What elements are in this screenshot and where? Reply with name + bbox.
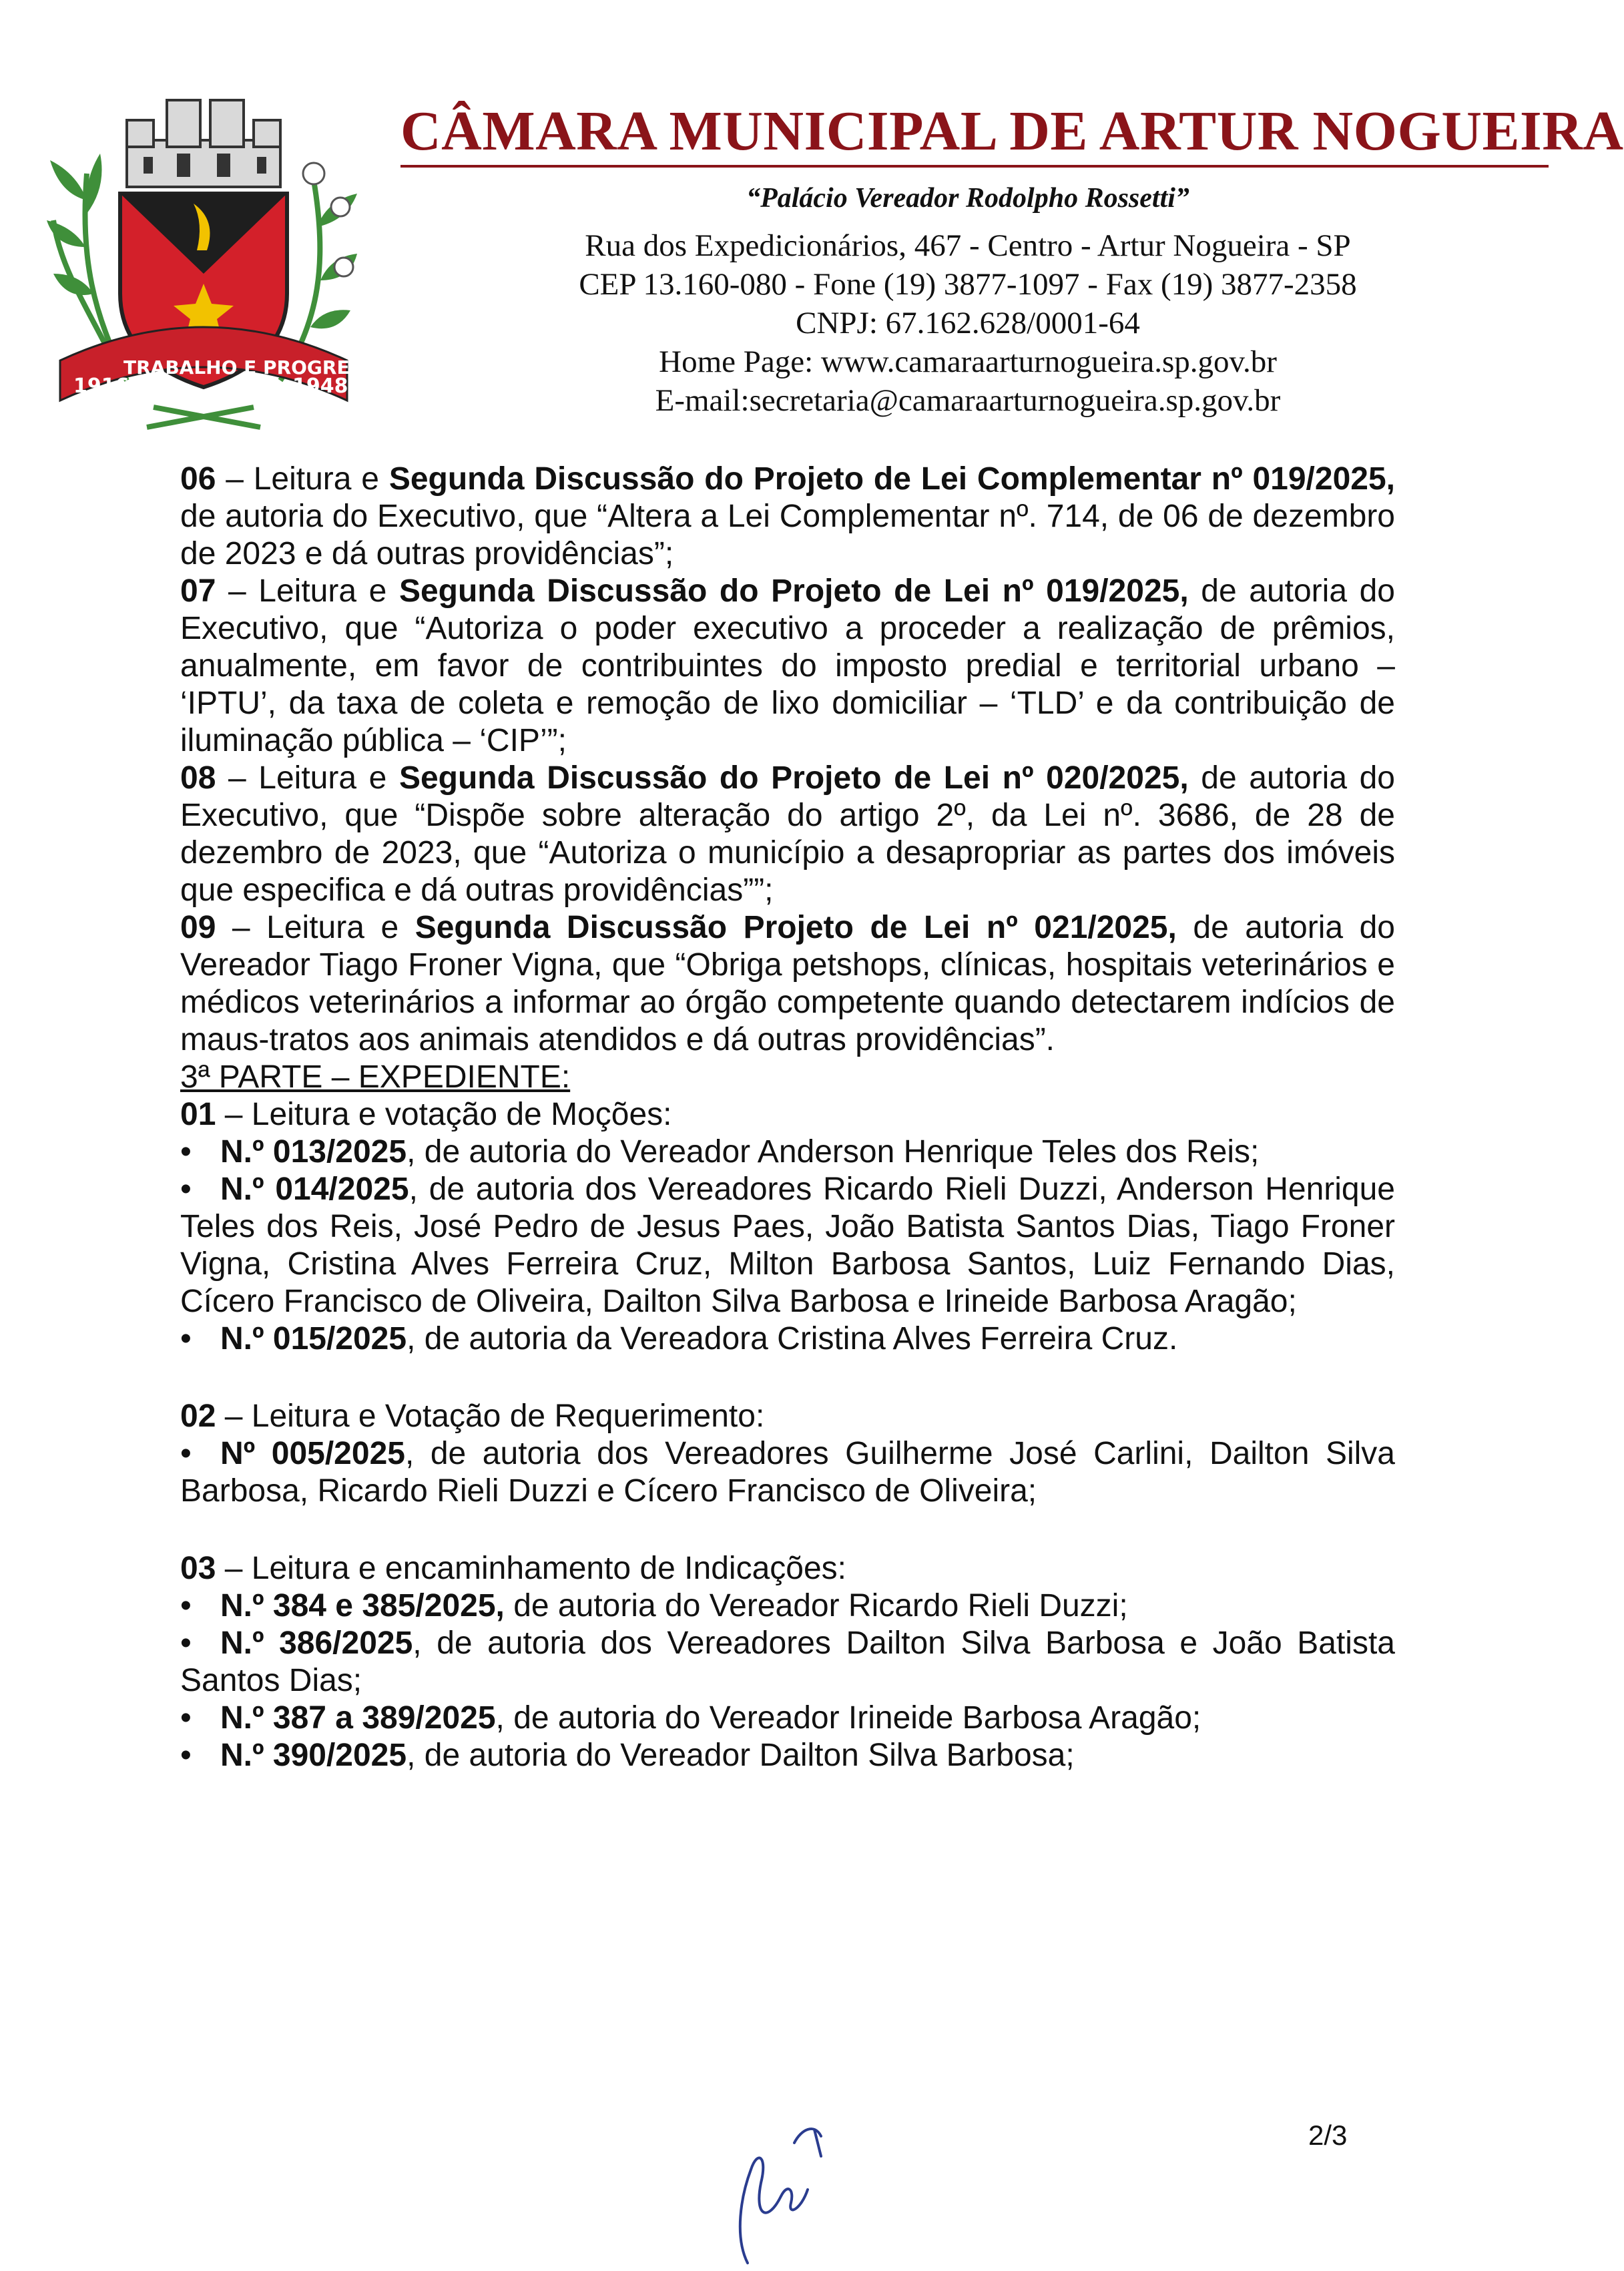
item-post: de autoria do Vereador Tiago Froner Vigna, que “Obriga petshops, clínicas, hospitais veterinários e médicos veterinários a informar ao órgão competente quando detectarem indícios de maus-tratos aos animais atendidos e dá outras providências”. (180, 910, 1396, 1057)
crest-year-right: 1948 (292, 374, 348, 398)
entry-text: de autoria do Vereador Ricardo Rieli Duzzi; (504, 1588, 1128, 1623)
entry-text: , de autoria da Vereadora Cristina Alves Ferreira Cruz. (407, 1321, 1178, 1356)
homepage-line: Home Page: www.camaraarturnogueira.sp.gov.br (659, 344, 1277, 379)
entry-number: Nº 005/2025 (220, 1436, 405, 1471)
entry-number: N.º 386/2025 (220, 1625, 413, 1661)
list-item (180, 1587, 1395, 1625)
item-pre: – Leitura e (216, 910, 415, 945)
crest-year-left: 1916 (73, 374, 129, 398)
section-title: 3ª PARTE – EXPEDIENTE: (180, 1059, 571, 1095)
agenda-body (180, 461, 1395, 1774)
item-bold: Segunda Discussão do Projeto de Lei nº 020/2025, (398, 760, 1189, 796)
list-heading-mocoes (180, 1096, 1395, 1133)
page-number: 2/3 (1308, 2119, 1348, 2151)
agenda-item-08 (180, 760, 1395, 909)
contact-line: CEP 13.160-080 - Fone (19) 3877-1097 - Fax (19) 3877-2358 (579, 267, 1357, 302)
list-heading-text: – Leitura e Votação de Requerimento: (216, 1399, 765, 1434)
entry-number: N.º 384 e 385/2025, (220, 1588, 505, 1623)
institution-title: CÂMARA MUNICIPAL DE ARTUR NOGUEIRA (400, 103, 1549, 168)
address-line: Rua dos Expedicionários, 467 - Centro - Artur Nogueira - SP (585, 228, 1351, 263)
item-post: de autoria do Executivo, que “Dispõe sobre alteração do artigo 2º, da Lei nº. 3686, de 28 de dezembro de 2023, que “Autoriza o município a desapropriar as partes dos imóveis que especifica e dá outras providências””; (180, 760, 1396, 908)
list-number: 02 (180, 1399, 216, 1434)
list-number: 01 (180, 1097, 216, 1132)
email-line: E-mail:secretaria@camaraarturnogueira.sp.gov.br (655, 383, 1281, 418)
entry-text: , de autoria dos Vereadores Dailton Silva Barbosa e João Batista Santos Dias; (180, 1625, 1395, 1698)
entry-text: , de autoria do Vereador Irineide Barbosa Aragão; (495, 1700, 1201, 1736)
item-number: 08 (180, 760, 216, 796)
list-item (180, 1737, 1395, 1774)
list-heading-text: – Leitura e votação de Moções: (216, 1097, 672, 1132)
agenda-item-06 (180, 461, 1395, 573)
item-pre: – Leitura e (216, 461, 389, 497)
list-item (180, 1320, 1395, 1358)
institution-subtitle: “Palácio Vereador Rodolpho Rossetti” (746, 183, 1189, 214)
item-pre: – Leitura e (216, 573, 399, 609)
list-item (180, 1435, 1395, 1510)
entry-text: , de autoria do Vereador Dailton Silva Barbosa; (407, 1738, 1075, 1773)
municipal-crest-icon (47, 93, 392, 427)
letterhead (374, 100, 1624, 420)
cnpj-line: CNPJ: 67.162.628/0001-64 (796, 306, 1140, 340)
list-item (180, 1625, 1395, 1700)
item-post: de autoria do Executivo, que “Altera a Lei Complementar nº. 714, de 06 de dezembro de 2023 e dá outras providências”; (180, 499, 1395, 571)
item-post: de autoria do Executivo, que “Autoriza o poder executivo a proceder a realização de prêmios, anualmente, em favor de contribuintes do imposto predial e territorial urbano – ‘IPTU’, da taxa de coleta e remoção de lixo domiciliar – ‘TLD’ e da contribuição de iluminação pública – ‘CIP’”; (180, 573, 1396, 758)
handwritten-signature-icon (721, 2116, 834, 2270)
list-item (180, 1133, 1395, 1171)
item-pre: – Leitura e (216, 760, 399, 796)
agenda-item-07 (180, 573, 1395, 760)
entry-number: N.º 013/2025 (220, 1134, 407, 1170)
crest-ribbon-text: TRABALHO E PROGRESSO (123, 356, 392, 378)
item-bold: Segunda Discussão do Projeto de Lei Complementar nº 019/2025, (388, 461, 1396, 497)
entry-number: N.º 390/2025 (220, 1738, 407, 1773)
item-bold: Segunda Discussão Projeto de Lei nº 021/2025, (415, 910, 1177, 945)
entry-text: , de autoria dos Vereadores Ricardo Rieli Duzzi, Anderson Henrique Teles dos Reis, José Pedro de Jesus Paes, João Batista Santos Dias, Tiago Froner Vigna, Cristina Alves Ferreira Cruz, Milton Barbosa Santos, Luiz Fernando Dias, Cícero Francisco de Oliveira, Dailton Silva Barbosa e Irineide Barbosa Aragão; (180, 1172, 1396, 1319)
indicacoes-list (180, 1587, 1395, 1774)
item-number: 07 (180, 573, 216, 609)
item-number: 06 (180, 461, 216, 497)
entry-text: , de autoria dos Vereadores Guilherme José Carlini, Dailton Silva Barbosa, Ricardo Rieli Duzzi e Cícero Francisco de Oliveira; (180, 1436, 1396, 1509)
list-heading-requerimento (180, 1398, 1395, 1435)
list-item (180, 1700, 1395, 1737)
agenda-item-09 (180, 909, 1395, 1059)
item-bold: Segunda Discussão do Projeto de Lei nº 019/2025, (398, 573, 1189, 609)
entry-number: N.º 014/2025 (220, 1172, 409, 1207)
list-item (180, 1171, 1395, 1320)
entry-text: , de autoria do Vereador Anderson Henrique Teles dos Reis; (407, 1134, 1260, 1170)
mocoes-list (180, 1133, 1395, 1358)
item-number: 09 (180, 910, 216, 945)
list-heading-indicacoes (180, 1550, 1395, 1587)
list-heading-text: – Leitura e encaminhamento de Indicações: (216, 1551, 846, 1586)
entry-number: N.º 015/2025 (220, 1321, 407, 1356)
entry-number: N.º 387 a 389/2025 (220, 1700, 496, 1736)
requerimento-list (180, 1435, 1395, 1510)
list-number: 03 (180, 1551, 216, 1586)
